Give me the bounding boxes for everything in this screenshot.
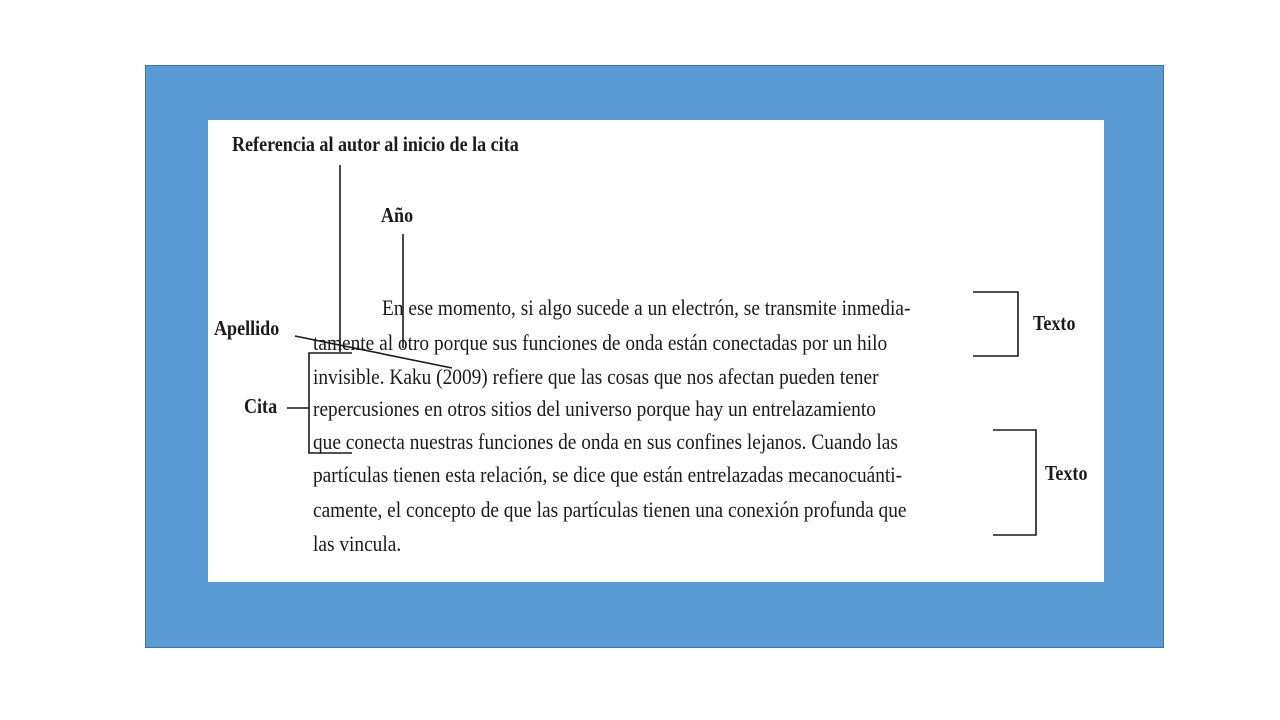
paragraph-line-4: repercusiones en otros sitios del universo porque hay un entrelazamiento — [313, 396, 876, 421]
label-year: Año — [381, 203, 414, 227]
paragraph-line-3: invisible. Kaku (2009) refiere que las cosas que nos afectan pueden tener — [313, 364, 879, 389]
label-quote: Cita — [244, 394, 278, 418]
paragraph-line-7: camente, el concepto de que las partículas tienen una conexión profunda que — [313, 497, 907, 522]
label-surname: Apellido — [214, 316, 280, 340]
label-text-top: Texto — [1033, 311, 1076, 335]
text-bottom-bracket — [993, 430, 1036, 535]
paragraph-line-1: En ese momento, si algo sucede a un electrón, se transmite inmedia- — [382, 295, 911, 320]
quote-bracket — [309, 353, 352, 453]
paragraph-line-6: partículas tienen esta relación, se dice que están entrelazadas mecanocuánti- — [313, 462, 903, 487]
label-text-bottom: Texto — [1045, 461, 1088, 485]
paragraph-line-2: tamente al otro porque sus funciones de onda están conectadas por un hilo — [313, 330, 888, 355]
surname-leader — [295, 336, 452, 368]
text-top-bracket — [973, 292, 1018, 356]
paragraph-line-5: que conecta nuestras funciones de onda en sus confines lejanos. Cuando las — [313, 429, 898, 454]
label-reference: Referencia al autor al inicio de la cita — [232, 132, 519, 156]
paragraph-line-8: las vincula. — [313, 531, 402, 556]
